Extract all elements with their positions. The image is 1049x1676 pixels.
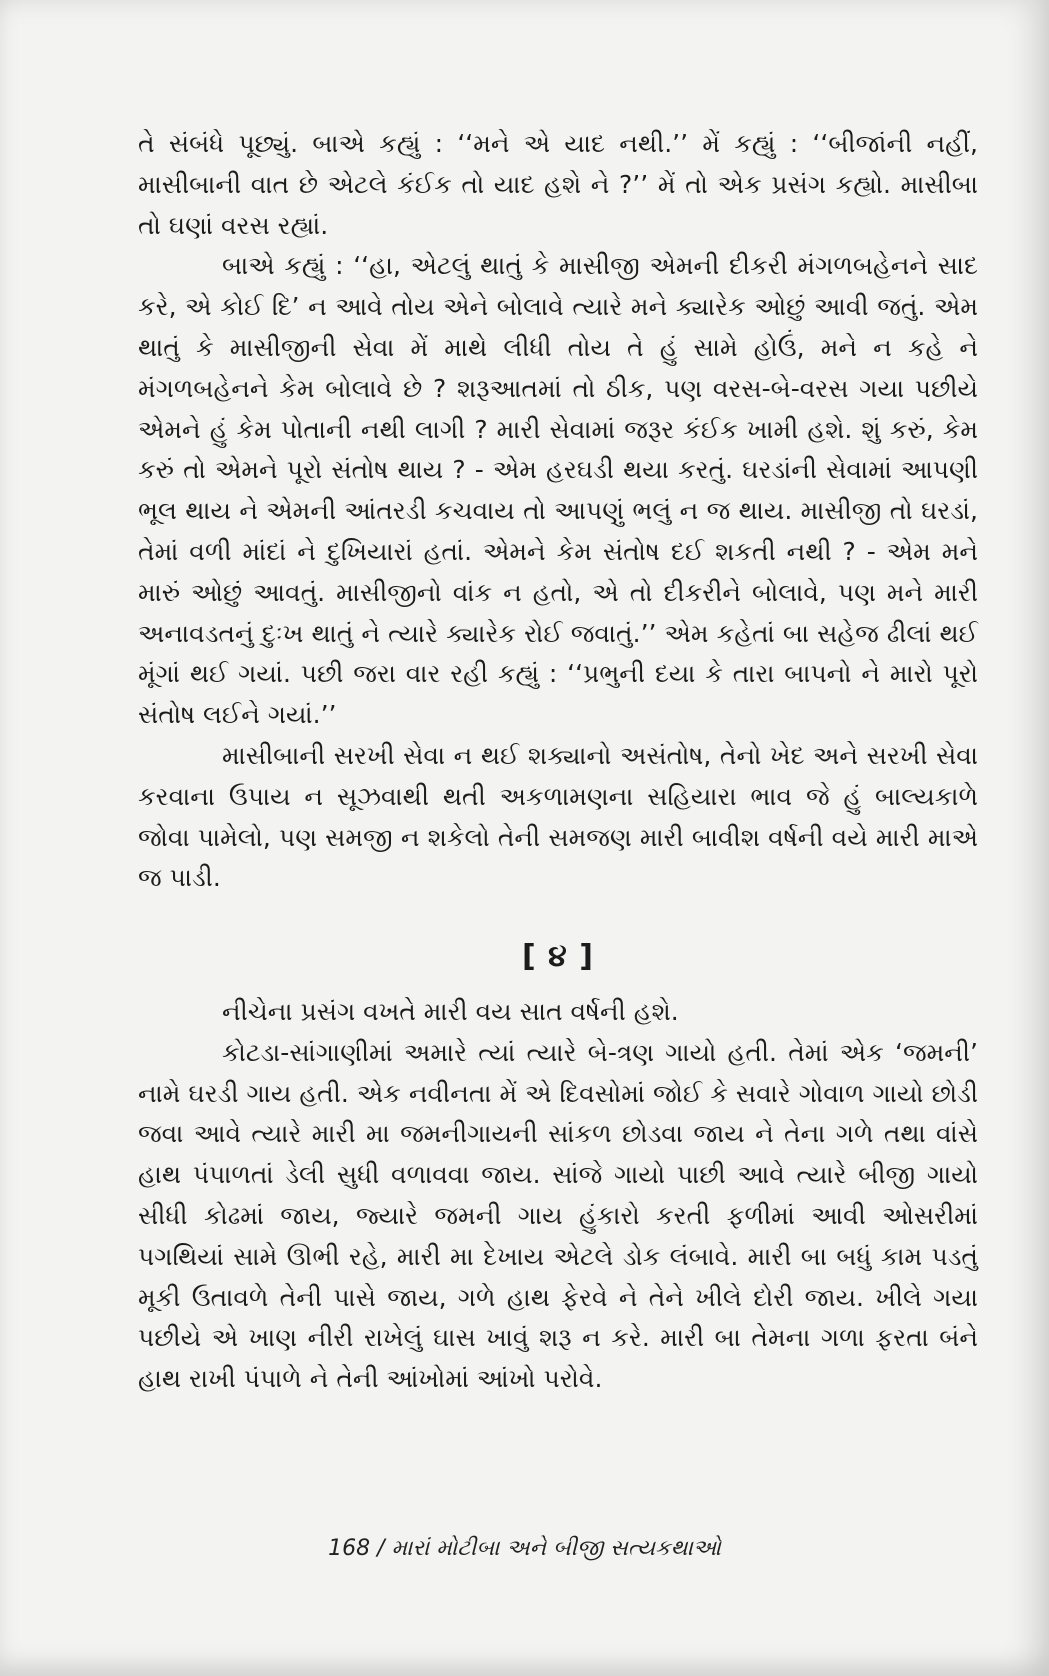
paragraph-1: તે સંબંધે પૂછ્યું. બાએ કહ્યું : ‘‘મને એ યાદ નથી.’’ મેં કહ્યું : ‘‘બીજાંની નહીં, માસીબાની વાત છે એટલે કંઈક તો યાદ હશે ને ?’’ મેં તો એક પ્રસંગ કહ્યો. માસીબા તો ઘણાં વરસ રહ્યાં.	[138, 129, 978, 240]
section-heading: [ ૪ ]	[522, 939, 594, 975]
paragraph-4: નીચેના પ્રસંગ વખતે મારી વય સાત વર્ષની હશે.	[222, 996, 679, 1026]
paragraph-5: કોટડા-સાંગાણીમાં અમારે ત્યાં ત્યારે બે-ત્રણ ગાયો હતી. તેમાં એક ‘જમની’ નામે ઘરડી ગાય હતી. એક નવીનતા મેં એ દિવસોમાં જોઈ કે સવારે ગોવાળ ગાયો છોડી જવા આવે ત્યારે મારી મા જમનીગાયની સાંકળ છોડવા જાય ને તેના ગળે તથા વાંસે હાથ પંપાળતાં ડેલી સુધી વળાવવા જાય. સાંજે ગાયો પાછી આવે ત્યારે બીજી ગાયો સીધી કોઢમાં જાય, જ્યારે જમની ગાય હુંકારો કરતી ફળીમાં આવી ઓસરીમાં પગથિયાં સામે ઊભી રહે, મારી મા દેખાય એટલે ડોક લંબાવે. મારી બા બધું કામ પડતું મૂકી ઉતાવળે તેની પાસે જાય, ગળે હાથ ફેરવે ને તેને ખીલે દોરી જાય. ખીલે ગયા પછીયે એ ખાણ નીરી રાખેલું ઘાસ ખાવું શરૂ ન કરે. મારી બા તેમના ગળા ફરતા બંને હાથ રાખી પંપાળે ને તેની આંખોમાં આંખો પરોવે.	[138, 1037, 978, 1394]
paragraph-2: બાએ કહ્યું : ‘‘હા, એટલું થાતું કે માસીજી એમની દીકરી મંગળબહેનને સાદ કરે, એ કોઈ દિ’ ન આવે તોય એને બોલાવે ત્યારે મને ક્યારેક ઓછું આવી જતું. એમ થાતું કે માસીજીની સેવા મેં માથે લીધી તોય તે હું સામે હોઉં, મને ન કહે ને મંગળબહેનને કેમ બોલાવે છે ? શરૂઆતમાં તો ઠીક, પણ વરસ-બે-વરસ ગયા પછીયે એમને હું કેમ પોતાની નથી લાગી ? મારી સેવામાં જરૂર કંઈક ખામી હશે. શું કરું, કેમ કરું તો એમને પૂરો સંતોષ થાય ? - એમ હરઘડી થયા કરતું. ઘરડાંની સેવામાં આપણી ભૂલ થાય ને એમની આંતરડી કચવાય તો આપણું ભલું ન જ થાય. માસીજી તો ઘરડાં, તેમાં વળી માંદાં ને દુખિયારાં હતાં. એમને કેમ સંતોષ દઈ શકતી નથી ? - એમ મને મારું ઓછું આવતું. માસીજીનો વાંક ન હતો, એ તો દીકરીને બોલાવે, પણ મને મારી અનાવડતનું દુઃખ થાતું ને ત્યારે ક્યારેક રોઈ જવાતું.’’ એમ કહેતાં બા સહેજ ઢીલાં થઈ મૂંગાં થઈ ગયાં. પછી જરા વાર રહી કહ્યું : ‘‘પ્રભુની દયા કે તારા બાપનો ને મારો પૂરો સંતોષ લઈને ગયાં.’’	[138, 251, 978, 730]
paragraph-3: માસીબાની સરખી સેવા ન થઈ શક્યાનો અસંતોષ, તેનો ખેદ અને સરખી સેવા કરવાના ઉપાય ન સૂઝવાથી થતી અકળામણના સહિયારા ભાવ જે હું બાલ્યકાળે જોવા પામેલો, પણ સમજી ન શકેલો તેની સમજણ મારી બાવીશ વર્ષની વયે મારી માએ જ પાડી.	[138, 740, 978, 893]
page-body	[138, 124, 978, 1400]
page-footer: 168 / મારાં મોટીબા અને બીજી સત્યકથાઓ	[328, 1536, 721, 1561]
